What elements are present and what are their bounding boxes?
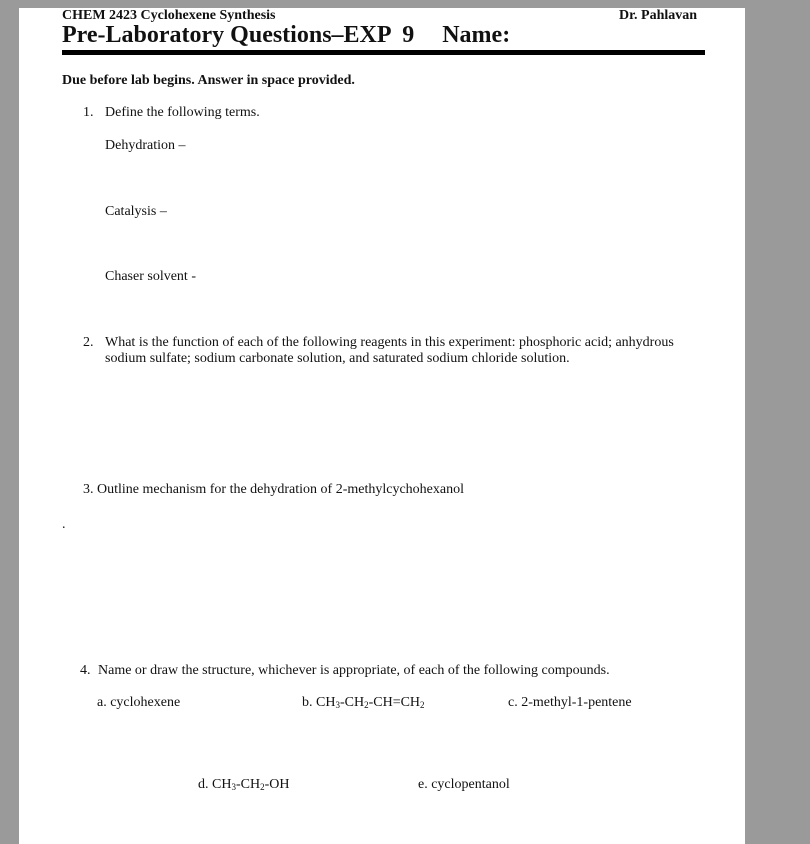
question-4: [80, 663, 610, 679]
question-number: 2.: [83, 335, 94, 350]
subscript: 3: [231, 782, 236, 792]
compound-d: [198, 777, 289, 793]
formula-part: -CH=CH: [368, 695, 421, 710]
question-text: Name or draw the structure, whichever is appropriate, of each of the following compounds.: [98, 663, 610, 678]
question-2: [83, 335, 703, 367]
question-text: Outline mechanism for the dehydration of 2-methylcychohexanol: [97, 482, 465, 497]
formula-part: -OH: [264, 777, 290, 792]
compound-e: e. cyclopentanol: [418, 777, 510, 792]
compound-b: [302, 695, 425, 711]
title-divider: [62, 50, 705, 55]
subscript: 2: [364, 700, 369, 710]
subscript: 3: [335, 700, 340, 710]
term-chaser-solvent: Chaser solvent -: [105, 269, 196, 284]
question-number: 3.: [83, 482, 94, 497]
question-1: [83, 105, 260, 121]
subscript: 2: [260, 782, 265, 792]
question-text: What is the function of each of the following reagents in this experiment: phosphoric acid; anhydrous sodium sulfate; sodium carbonate solution, and saturated sodium chloride solution.: [105, 335, 674, 366]
instructions: Due before lab begins. Answer in space provided.: [62, 73, 355, 88]
page-title: [62, 22, 510, 49]
worksheet-title: Pre-Laboratory Questions–EXP 9: [62, 22, 415, 48]
compound-c: c. 2-methyl-1-pentene: [508, 695, 632, 710]
term-dehydration: Dehydration –: [105, 138, 186, 153]
formula-part: d. CH: [198, 777, 232, 792]
subscript: 2: [420, 700, 425, 710]
compound-a: a. cyclohexene: [97, 695, 181, 710]
course-title: CHEM 2423 Cyclohexene Synthesis: [62, 8, 276, 23]
question-text: Define the following terms.: [105, 105, 260, 120]
name-label: Name:: [442, 22, 511, 48]
question-3: [83, 482, 464, 498]
formula-part: b. CH: [302, 695, 336, 710]
worksheet-page: [19, 8, 745, 844]
formula-part: -CH: [235, 777, 261, 792]
question-number: 1.: [83, 105, 94, 120]
term-catalysis: Catalysis –: [105, 204, 167, 219]
formula-part: -CH: [339, 695, 365, 710]
stray-mark: .: [62, 517, 66, 532]
question-number: 4.: [80, 663, 91, 678]
instructor-name: Dr. Pahlavan: [619, 8, 698, 23]
